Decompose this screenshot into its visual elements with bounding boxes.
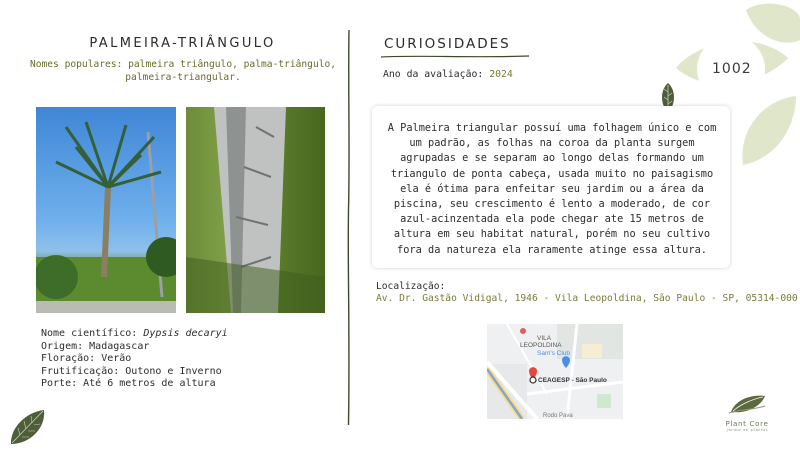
column-divider (345, 30, 353, 425)
palm-tree-photo (36, 107, 176, 313)
curiosities-title: CURIOSIDADES (384, 36, 511, 52)
brand-tagline: jardim de plantas (726, 428, 768, 432)
plant-facts (41, 328, 341, 391)
palm-trunk-photo (186, 107, 325, 313)
year-value: 2024 (489, 69, 513, 80)
map-district-label: VILA (537, 335, 552, 342)
scientific-name-label: Nome científico: (41, 328, 138, 339)
flowering: Floração: Verão (41, 353, 132, 365)
brand-name: Plant Core (725, 419, 769, 428)
year-label: Ano da avaliação: (383, 69, 484, 80)
scientific-name: Dypsis decaryi (143, 328, 228, 339)
plant-title: PALMEIRA-TRIÂNGULO (89, 36, 276, 51)
location-address: Av. Dr. Gastão Vidigal, 1946 - Vila Leopoldina, São Paulo - SP, 05314-000 (376, 293, 798, 304)
record-code: 1002 (712, 61, 752, 77)
leaf-icon-bottom (8, 408, 48, 446)
curiosities-text: A Palmeira triangular possuí uma folhagem único e com um padrão, as folhas na coroa da planta surgem agrupadas e se separam ao longo delas formando um triangulo de ponta cabeça, usada muito no paisagismo ela é ótima para enfeitar seu jardim ou a área da piscina, seu crescimento é lento a moderado, de cor azul-acinzentada ela pode chegar ate 15 metros de altura em seu habitat natural, porém no seu cultivo fora da natureza ela raramente atinge essa altura. (387, 122, 717, 256)
origin: Origem: Madagascar (41, 340, 150, 352)
brand-logo (718, 392, 776, 432)
curiosities-card (372, 106, 730, 268)
fruiting: Frutificação: Outono e Inverno (41, 365, 222, 377)
map-place-label: Sam's Club (537, 350, 571, 357)
title-underline (381, 54, 531, 59)
location-map[interactable] (487, 324, 623, 419)
brand-leaf-icon (727, 392, 767, 414)
popular-names: Nomes populares: palmeira triângulo, palma-triângulo, palmeira-triangular. (29, 59, 337, 83)
evaluation-year (383, 69, 513, 80)
size: Porte: Até 6 metros de altura (41, 378, 216, 390)
map-street-label: Rodo Pava (543, 413, 573, 419)
map-marker-label: CEAGESP - São Paulo (538, 377, 607, 384)
svg-text:LEOPOLDINA: LEOPOLDINA (520, 342, 562, 349)
location-label: Localização: (376, 281, 446, 292)
